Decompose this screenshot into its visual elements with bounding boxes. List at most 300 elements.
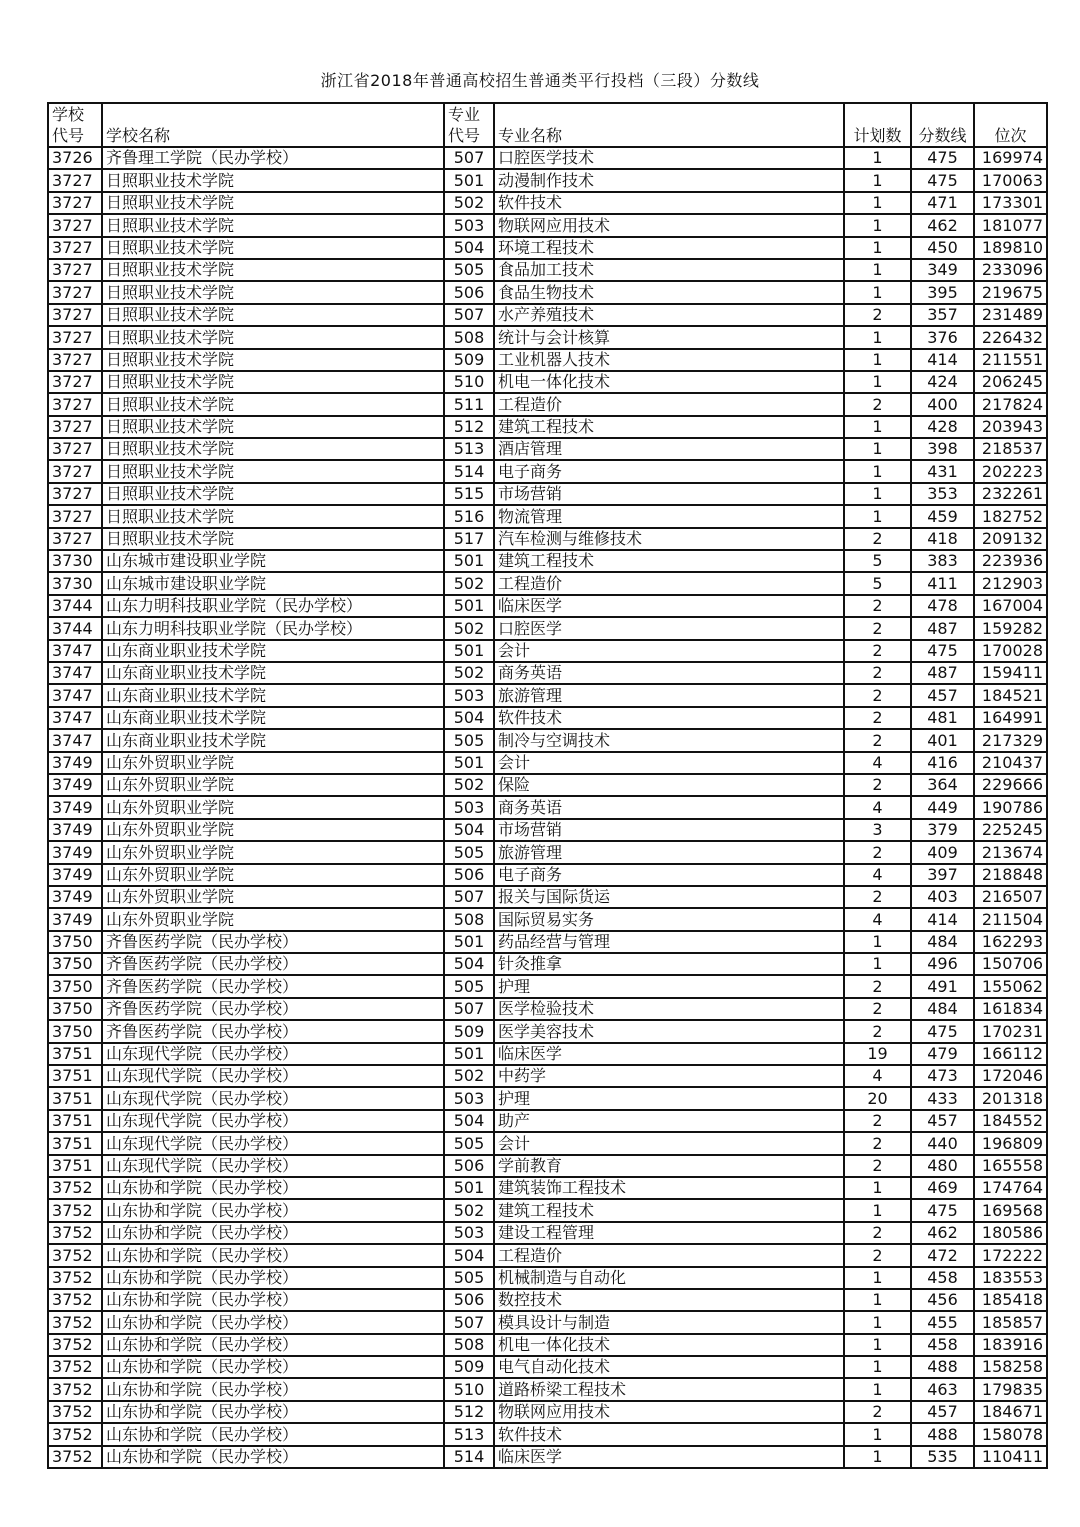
cell-plan-count: 1: [844, 281, 911, 303]
cell-rank: 170028: [974, 640, 1047, 662]
cell-school-name: 日照职业技术学院: [102, 505, 444, 527]
cell-major-code: 510: [444, 371, 494, 393]
table-row: [48, 259, 1047, 281]
cell-score-line: 457: [911, 684, 974, 706]
table-row: [48, 1401, 1047, 1423]
table-row: [48, 505, 1047, 527]
cell-score-line: 414: [911, 908, 974, 930]
cell-school-code: 3752: [48, 1177, 102, 1199]
cell-school-code: 3744: [48, 595, 102, 617]
cell-rank: 169568: [974, 1199, 1047, 1221]
header-school-code: [48, 103, 102, 147]
table-row: [48, 684, 1047, 706]
cell-major-name: 建筑工程技术: [494, 416, 844, 438]
cell-rank: 164991: [974, 707, 1047, 729]
cell-rank: 169974: [974, 147, 1047, 169]
table-row: [48, 393, 1047, 415]
cell-plan-count: 1: [844, 169, 911, 191]
cell-school-name: 山东商业职业技术学院: [102, 707, 444, 729]
cell-major-name: 口腔医学: [494, 617, 844, 639]
cell-school-name: 山东现代学院（民办学校）: [102, 1110, 444, 1132]
table-row: [48, 931, 1047, 953]
cell-major-code: 506: [444, 864, 494, 886]
cell-rank: 229666: [974, 774, 1047, 796]
cell-major-code: 501: [444, 1043, 494, 1065]
cell-plan-count: 1: [844, 1177, 911, 1199]
cell-plan-count: 4: [844, 1065, 911, 1087]
cell-major-name: 软件技术: [494, 1423, 844, 1445]
header-school-name: 学校名称: [102, 103, 444, 147]
table-row: [48, 1155, 1047, 1177]
table-row: [48, 326, 1047, 348]
cell-major-code: 507: [444, 886, 494, 908]
cell-school-name: 山东现代学院（民办学校）: [102, 1043, 444, 1065]
table-row: [48, 707, 1047, 729]
cell-major-name: 中药学: [494, 1065, 844, 1087]
cell-score-line: 457: [911, 1110, 974, 1132]
header-major-code-line1: 专业: [448, 105, 481, 124]
cell-major-code: 501: [444, 640, 494, 662]
cell-school-name: 山东协和学院（民办学校）: [102, 1289, 444, 1311]
cell-score-line: 416: [911, 752, 974, 774]
cell-rank: 223936: [974, 550, 1047, 572]
cell-score-line: 457: [911, 1401, 974, 1423]
cell-school-name: 山东现代学院（民办学校）: [102, 1155, 444, 1177]
cell-score-line: 364: [911, 774, 974, 796]
cell-rank: 159411: [974, 662, 1047, 684]
cell-plan-count: 1: [844, 953, 911, 975]
table-row: [48, 1289, 1047, 1311]
cell-school-name: 日照职业技术学院: [102, 326, 444, 348]
header-row: [48, 103, 1047, 147]
cell-score-line: 449: [911, 796, 974, 818]
cell-school-code: 3727: [48, 304, 102, 326]
cell-score-line: 397: [911, 864, 974, 886]
cell-school-code: 3727: [48, 192, 102, 214]
cell-rank: 213674: [974, 841, 1047, 863]
cell-plan-count: 2: [844, 841, 911, 863]
cell-major-code: 504: [444, 1244, 494, 1266]
cell-major-code: 502: [444, 192, 494, 214]
cell-school-name: 山东协和学院（民办学校）: [102, 1446, 444, 1468]
cell-score-line: 462: [911, 1222, 974, 1244]
table-row: [48, 953, 1047, 975]
cell-rank: 170063: [974, 169, 1047, 191]
cell-school-code: 3752: [48, 1244, 102, 1266]
cell-major-code: 511: [444, 393, 494, 415]
cell-school-name: 日照职业技术学院: [102, 438, 444, 460]
table-row: [48, 1222, 1047, 1244]
cell-score-line: 475: [911, 1199, 974, 1221]
cell-school-name: 日照职业技术学院: [102, 304, 444, 326]
cell-rank: 155062: [974, 975, 1047, 997]
cell-plan-count: 19: [844, 1043, 911, 1065]
cell-school-code: 3727: [48, 237, 102, 259]
cell-score-line: 357: [911, 304, 974, 326]
cell-school-code: 3727: [48, 349, 102, 371]
cell-plan-count: 1: [844, 371, 911, 393]
cell-plan-count: 1: [844, 1267, 911, 1289]
cell-plan-count: 1: [844, 349, 911, 371]
cell-major-code: 505: [444, 1132, 494, 1154]
cell-school-name: 山东力明科技职业学院（民办学校）: [102, 617, 444, 639]
cell-school-code: 3727: [48, 483, 102, 505]
cell-plan-count: 2: [844, 304, 911, 326]
cell-plan-count: 5: [844, 572, 911, 594]
cell-school-code: 3752: [48, 1423, 102, 1445]
cell-score-line: 403: [911, 886, 974, 908]
cell-plan-count: 2: [844, 595, 911, 617]
cell-school-name: 山东协和学院（民办学校）: [102, 1401, 444, 1423]
cell-major-code: 509: [444, 1020, 494, 1042]
cell-major-name: 工程造价: [494, 1244, 844, 1266]
cell-school-name: 山东协和学院（民办学校）: [102, 1244, 444, 1266]
cell-major-name: 临床医学: [494, 595, 844, 617]
cell-school-code: 3749: [48, 752, 102, 774]
cell-major-name: 食品加工技术: [494, 259, 844, 281]
cell-score-line: 478: [911, 595, 974, 617]
cell-school-code: 3750: [48, 953, 102, 975]
cell-major-code: 514: [444, 1446, 494, 1468]
cell-major-code: 506: [444, 1289, 494, 1311]
cell-school-code: 3751: [48, 1132, 102, 1154]
cell-major-code: 504: [444, 237, 494, 259]
cell-plan-count: 1: [844, 1289, 911, 1311]
cell-plan-count: 2: [844, 617, 911, 639]
header-rank: 位次: [974, 103, 1047, 147]
cell-rank: 209132: [974, 528, 1047, 550]
cell-school-name: 齐鲁医药学院（民办学校）: [102, 953, 444, 975]
table-row: [48, 349, 1047, 371]
cell-major-name: 护理: [494, 975, 844, 997]
cell-plan-count: 1: [844, 1446, 911, 1468]
cell-school-code: 3752: [48, 1446, 102, 1468]
table-row: [48, 371, 1047, 393]
cell-rank: 231489: [974, 304, 1047, 326]
cell-major-code: 507: [444, 998, 494, 1020]
cell-plan-count: 1: [844, 1334, 911, 1356]
cell-score-line: 401: [911, 729, 974, 751]
table-row: [48, 1267, 1047, 1289]
cell-school-code: 3750: [48, 975, 102, 997]
cell-plan-count: 4: [844, 796, 911, 818]
table-row: [48, 528, 1047, 550]
cell-major-name: 助产: [494, 1110, 844, 1132]
cell-score-line: 456: [911, 1289, 974, 1311]
cell-plan-count: 1: [844, 460, 911, 482]
cell-plan-count: 2: [844, 707, 911, 729]
cell-major-name: 建设工程管理: [494, 1222, 844, 1244]
cell-school-code: 3752: [48, 1199, 102, 1221]
cell-school-code: 3749: [48, 864, 102, 886]
cell-school-name: 日照职业技术学院: [102, 371, 444, 393]
cell-major-name: 机电一体化技术: [494, 371, 844, 393]
cell-major-name: 市场营销: [494, 483, 844, 505]
cell-major-code: 502: [444, 1199, 494, 1221]
cell-score-line: 458: [911, 1334, 974, 1356]
cell-rank: 182752: [974, 505, 1047, 527]
cell-major-code: 509: [444, 1356, 494, 1378]
cell-major-code: 501: [444, 595, 494, 617]
cell-school-code: 3751: [48, 1043, 102, 1065]
cell-rank: 158078: [974, 1423, 1047, 1445]
table-row: [48, 617, 1047, 639]
header-school-code-line1: 学校: [52, 105, 85, 124]
table-row: [48, 1132, 1047, 1154]
cell-major-code: 516: [444, 505, 494, 527]
cell-school-code: 3727: [48, 214, 102, 236]
cell-major-code: 502: [444, 617, 494, 639]
cell-school-name: 山东力明科技职业学院（民办学校）: [102, 595, 444, 617]
cell-school-name: 山东协和学院（民办学校）: [102, 1378, 444, 1400]
cell-score-line: 480: [911, 1155, 974, 1177]
cell-plan-count: 4: [844, 864, 911, 886]
cell-school-code: 3727: [48, 528, 102, 550]
cell-rank: 183553: [974, 1267, 1047, 1289]
cell-plan-count: 1: [844, 237, 911, 259]
cell-major-code: 510: [444, 1378, 494, 1400]
cell-major-name: 旅游管理: [494, 684, 844, 706]
cell-major-code: 508: [444, 908, 494, 930]
cell-score-line: 487: [911, 617, 974, 639]
cell-major-name: 商务英语: [494, 662, 844, 684]
cell-school-name: 山东现代学院（民办学校）: [102, 1065, 444, 1087]
cell-major-name: 医学美容技术: [494, 1020, 844, 1042]
cell-score-line: 471: [911, 192, 974, 214]
cell-rank: 216507: [974, 886, 1047, 908]
cell-major-code: 504: [444, 707, 494, 729]
table-row: [48, 1378, 1047, 1400]
cell-school-name: 日照职业技术学院: [102, 349, 444, 371]
cell-score-line: 535: [911, 1446, 974, 1468]
cell-major-code: 503: [444, 214, 494, 236]
cell-plan-count: 2: [844, 1401, 911, 1423]
cell-school-name: 山东城市建设职业学院: [102, 572, 444, 594]
cell-major-code: 505: [444, 841, 494, 863]
cell-major-code: 501: [444, 752, 494, 774]
table-row: [48, 729, 1047, 751]
cell-score-line: 475: [911, 1020, 974, 1042]
cell-rank: 172046: [974, 1065, 1047, 1087]
table-row: [48, 886, 1047, 908]
cell-score-line: 472: [911, 1244, 974, 1266]
cell-score-line: 395: [911, 281, 974, 303]
cell-score-line: 459: [911, 505, 974, 527]
cell-major-name: 物联网应用技术: [494, 1401, 844, 1423]
cell-major-code: 505: [444, 975, 494, 997]
cell-school-name: 山东商业职业技术学院: [102, 684, 444, 706]
cell-major-code: 513: [444, 438, 494, 460]
cell-school-code: 3752: [48, 1222, 102, 1244]
cell-major-code: 504: [444, 1110, 494, 1132]
cell-plan-count: 3: [844, 819, 911, 841]
cell-school-code: 3727: [48, 371, 102, 393]
cell-school-code: 3727: [48, 393, 102, 415]
cell-school-code: 3750: [48, 931, 102, 953]
cell-rank: 217329: [974, 729, 1047, 751]
cell-rank: 201318: [974, 1087, 1047, 1109]
cell-school-name: 山东外贸职业学院: [102, 796, 444, 818]
cell-major-name: 药品经营与管理: [494, 931, 844, 953]
cell-major-code: 508: [444, 1334, 494, 1356]
cell-school-code: 3751: [48, 1110, 102, 1132]
cell-school-code: 3752: [48, 1267, 102, 1289]
cell-major-code: 512: [444, 416, 494, 438]
cell-major-code: 501: [444, 1177, 494, 1199]
cell-score-line: 488: [911, 1356, 974, 1378]
cell-plan-count: 2: [844, 528, 911, 550]
cell-plan-count: 2: [844, 886, 911, 908]
cell-major-name: 报关与国际货运: [494, 886, 844, 908]
cell-major-code: 507: [444, 304, 494, 326]
cell-major-name: 物联网应用技术: [494, 214, 844, 236]
cell-school-code: 3726: [48, 147, 102, 169]
cell-school-code: 3747: [48, 707, 102, 729]
cell-school-name: 山东外贸职业学院: [102, 819, 444, 841]
cell-score-line: 481: [911, 707, 974, 729]
cell-score-line: 400: [911, 393, 974, 415]
table-row: [48, 147, 1047, 169]
cell-major-code: 503: [444, 684, 494, 706]
cell-plan-count: 1: [844, 1356, 911, 1378]
cell-major-name: 会计: [494, 1132, 844, 1154]
cell-plan-count: 1: [844, 326, 911, 348]
cell-score-line: 484: [911, 931, 974, 953]
cell-major-name: 临床医学: [494, 1043, 844, 1065]
cell-plan-count: 1: [844, 931, 911, 953]
table-row: [48, 1423, 1047, 1445]
cell-rank: 232261: [974, 483, 1047, 505]
cell-rank: 225245: [974, 819, 1047, 841]
cell-rank: 174764: [974, 1177, 1047, 1199]
cell-school-name: 山东外贸职业学院: [102, 886, 444, 908]
cell-school-code: 3747: [48, 662, 102, 684]
cell-school-name: 山东协和学院（民办学校）: [102, 1267, 444, 1289]
cell-school-name: 山东协和学院（民办学校）: [102, 1356, 444, 1378]
cell-major-name: 工程造价: [494, 393, 844, 415]
header-major-code: [444, 103, 494, 147]
table-row: [48, 438, 1047, 460]
cell-rank: 181077: [974, 214, 1047, 236]
cell-school-name: 齐鲁理工学院（民办学校）: [102, 147, 444, 169]
cell-school-name: 山东外贸职业学院: [102, 908, 444, 930]
table-row: [48, 192, 1047, 214]
cell-score-line: 469: [911, 1177, 974, 1199]
cell-plan-count: 1: [844, 147, 911, 169]
cell-major-name: 机械制造与自动化: [494, 1267, 844, 1289]
cell-score-line: 349: [911, 259, 974, 281]
header-major-name: 专业名称: [494, 103, 844, 147]
table-row: [48, 998, 1047, 1020]
cell-rank: 184671: [974, 1401, 1047, 1423]
cell-plan-count: 1: [844, 416, 911, 438]
cell-major-code: 515: [444, 483, 494, 505]
cell-major-name: 统计与会计核算: [494, 326, 844, 348]
cell-plan-count: 1: [844, 214, 911, 236]
cell-rank: 211551: [974, 349, 1047, 371]
cell-school-code: 3747: [48, 640, 102, 662]
cell-score-line: 458: [911, 1267, 974, 1289]
cell-school-code: 3751: [48, 1087, 102, 1109]
cell-score-line: 475: [911, 169, 974, 191]
cell-major-name: 会计: [494, 752, 844, 774]
cell-major-name: 环境工程技术: [494, 237, 844, 259]
cell-score-line: 433: [911, 1087, 974, 1109]
cell-plan-count: 1: [844, 192, 911, 214]
cell-school-name: 山东外贸职业学院: [102, 864, 444, 886]
cell-major-code: 505: [444, 729, 494, 751]
cell-score-line: 411: [911, 572, 974, 594]
cell-rank: 219675: [974, 281, 1047, 303]
cell-major-code: 504: [444, 953, 494, 975]
cell-plan-count: 1: [844, 483, 911, 505]
table-row: [48, 416, 1047, 438]
cell-score-line: 431: [911, 460, 974, 482]
header-plan: 计划数: [844, 103, 911, 147]
header-score: 分数线: [911, 103, 974, 147]
cell-school-name: 山东外贸职业学院: [102, 841, 444, 863]
cell-score-line: 487: [911, 662, 974, 684]
cell-school-code: 3752: [48, 1334, 102, 1356]
cell-score-line: 488: [911, 1423, 974, 1445]
cell-rank: 165558: [974, 1155, 1047, 1177]
cell-major-name: 学前教育: [494, 1155, 844, 1177]
cell-major-name: 建筑工程技术: [494, 550, 844, 572]
cell-school-code: 3752: [48, 1311, 102, 1333]
cell-major-code: 506: [444, 1155, 494, 1177]
cell-rank: 170231: [974, 1020, 1047, 1042]
table-row: [48, 752, 1047, 774]
table-row: [48, 550, 1047, 572]
cell-rank: 226432: [974, 326, 1047, 348]
cell-rank: 218537: [974, 438, 1047, 460]
cell-major-name: 电子商务: [494, 460, 844, 482]
cell-school-name: 日照职业技术学院: [102, 393, 444, 415]
cell-major-name: 软件技术: [494, 707, 844, 729]
cell-school-code: 3749: [48, 841, 102, 863]
cell-school-name: 齐鲁医药学院（民办学校）: [102, 931, 444, 953]
cell-plan-count: 2: [844, 1110, 911, 1132]
cell-rank: 211504: [974, 908, 1047, 930]
table-row: [48, 819, 1047, 841]
cell-plan-count: 20: [844, 1087, 911, 1109]
cell-plan-count: 1: [844, 1311, 911, 1333]
admission-score-table: [47, 102, 1048, 1469]
cell-major-name: 医学检验技术: [494, 998, 844, 1020]
cell-score-line: 473: [911, 1065, 974, 1087]
cell-major-name: 保险: [494, 774, 844, 796]
cell-major-name: 国际贸易实务: [494, 908, 844, 930]
table-row: [48, 908, 1047, 930]
cell-score-line: 398: [911, 438, 974, 460]
cell-school-name: 山东协和学院（民办学校）: [102, 1334, 444, 1356]
cell-plan-count: 1: [844, 1199, 911, 1221]
cell-school-code: 3727: [48, 281, 102, 303]
cell-school-name: 山东现代学院（民办学校）: [102, 1087, 444, 1109]
cell-school-code: 3727: [48, 169, 102, 191]
cell-plan-count: 1: [844, 505, 911, 527]
table-row: [48, 1110, 1047, 1132]
cell-rank: 190786: [974, 796, 1047, 818]
cell-score-line: 428: [911, 416, 974, 438]
cell-school-code: 3751: [48, 1155, 102, 1177]
table-row: [48, 1311, 1047, 1333]
table-row: [48, 774, 1047, 796]
cell-score-line: 418: [911, 528, 974, 550]
cell-school-code: 3747: [48, 729, 102, 751]
cell-school-name: 山东外贸职业学院: [102, 752, 444, 774]
cell-major-code: 508: [444, 326, 494, 348]
